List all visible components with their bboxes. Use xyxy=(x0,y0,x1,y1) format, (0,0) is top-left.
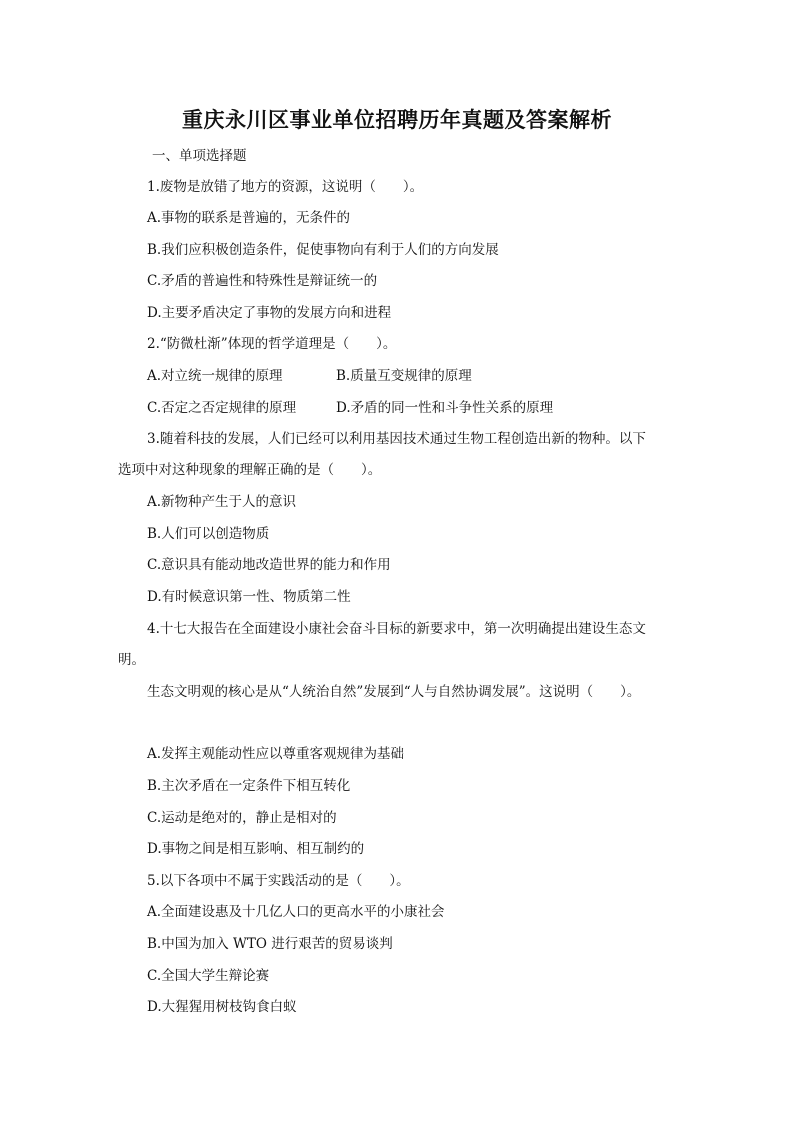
q1-option-b: B.我们应积极创造条件，促使事物向有利于人们的方向发展 xyxy=(147,242,499,258)
q2-option-c: C.否定之否定规律的原理 xyxy=(147,400,297,416)
q5-option-b: B.中国为加入 WTO 进行艰苦的贸易谈判 xyxy=(147,936,393,952)
q3-option-d: D.有时候意识第一性、物质第二性 xyxy=(147,589,351,605)
q1-option-a: A.事物的联系是普遍的，无条件的 xyxy=(147,210,351,226)
q1-stem: 1.废物是放错了地方的资源，这说明（ ）。 xyxy=(147,179,424,195)
q2-option-a: A.对立统一规律的原理 xyxy=(147,368,283,384)
q2-option-d: D.矛盾的同一性和斗争性关系的原理 xyxy=(336,400,554,416)
q2-stem: 2.“防微杜渐”体现的哲学道理是（ ）。 xyxy=(147,336,397,352)
q4-option-a: A.发挥主观能动性应以尊重客观规律为基础 xyxy=(147,746,405,762)
q1-option-c: C.矛盾的普遍性和特殊性是辩证统一的 xyxy=(147,273,378,289)
q3-stem-line-2: 选项中对这种现象的理解正确的是（ ）。 xyxy=(118,462,382,478)
q4-stem-line-1: 4.十七大报告在全面建设小康社会奋斗目标的新要求中，第一次明确提出建设生态文 xyxy=(147,621,646,637)
q3-stem-line-1: 3.随着科技的发展，人们已经可以利用基因技术通过生物工程创造出新的物种。以下 xyxy=(147,431,646,447)
q3-option-b: B.人们可以创造物质 xyxy=(147,526,270,542)
q5-option-c: C.全国大学生辩论赛 xyxy=(147,968,270,984)
q4-option-d: D.事物之间是相互影响、相互制约的 xyxy=(147,841,365,857)
q4-stem-line-3: 生态文明观的核心是从“人统治自然”发展到“人与自然协调发展”。这说明（ ）。 xyxy=(147,684,641,700)
q4-option-c: C.运动是绝对的，静止是相对的 xyxy=(147,810,337,826)
q5-option-a: A.全面建设惠及十几亿人口的更高水平的小康社会 xyxy=(147,904,445,920)
q3-option-c: C.意识具有能动地改造世界的能力和作用 xyxy=(147,557,391,573)
q4-stem-line-2: 明。 xyxy=(118,652,145,668)
q5-option-d: D.大猩猩用树枝钩食白蚁 xyxy=(147,999,297,1015)
q2-option-b: B.质量互变规律的原理 xyxy=(336,368,472,384)
q3-option-a: A.新物种产生于人的意识 xyxy=(147,494,297,510)
document-title: 重庆永川区事业单位招聘历年真题及答案解析 xyxy=(182,107,612,132)
q1-option-d: D.主要矛盾决定了事物的发展方向和进程 xyxy=(147,305,392,321)
q5-stem: 5.以下各项中不属于实践活动的是（ ）。 xyxy=(147,873,410,889)
section-heading: 一、单项选择题 xyxy=(152,148,247,164)
q4-option-b: B.主次矛盾在一定条件下相互转化 xyxy=(147,778,351,794)
